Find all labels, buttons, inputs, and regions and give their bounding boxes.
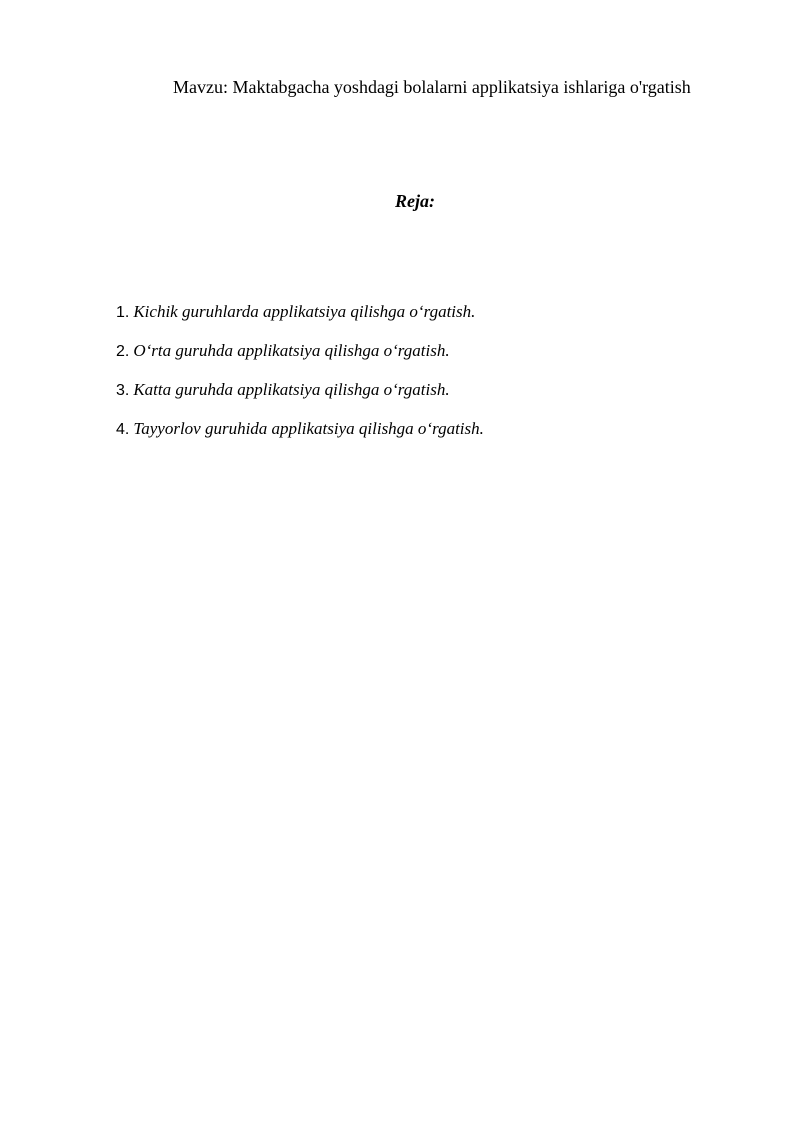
plan-item-number: 3. [116,382,130,399]
plan-item [116,301,484,340]
plan-item-text: Kichik guruhlarda applikatsiya qilishga o‘rgatish. [133,302,476,321]
plan-heading: Reja: [395,191,435,211]
document-title: Mavzu: Maktabgacha yoshdagi bolalarni applikatsiya ishlariga o'rgatish [173,77,691,97]
plan-item-text: O‘rta guruhda applikatsiya qilishga o‘rgatish. [133,341,450,360]
plan-item-number: 2. [116,343,130,360]
plan-item [116,379,484,418]
plan-item [116,418,484,457]
plan-item-number: 4. [116,421,130,438]
plan-list [116,301,484,457]
plan-item-text: Katta guruhda applikatsiya qilishga o‘rgatish. [133,380,450,399]
plan-item-number: 1. [116,304,130,321]
plan-item [116,340,484,379]
plan-item-text: Tayyorlov guruhida applikatsiya qilishga o‘rgatish. [133,419,484,438]
